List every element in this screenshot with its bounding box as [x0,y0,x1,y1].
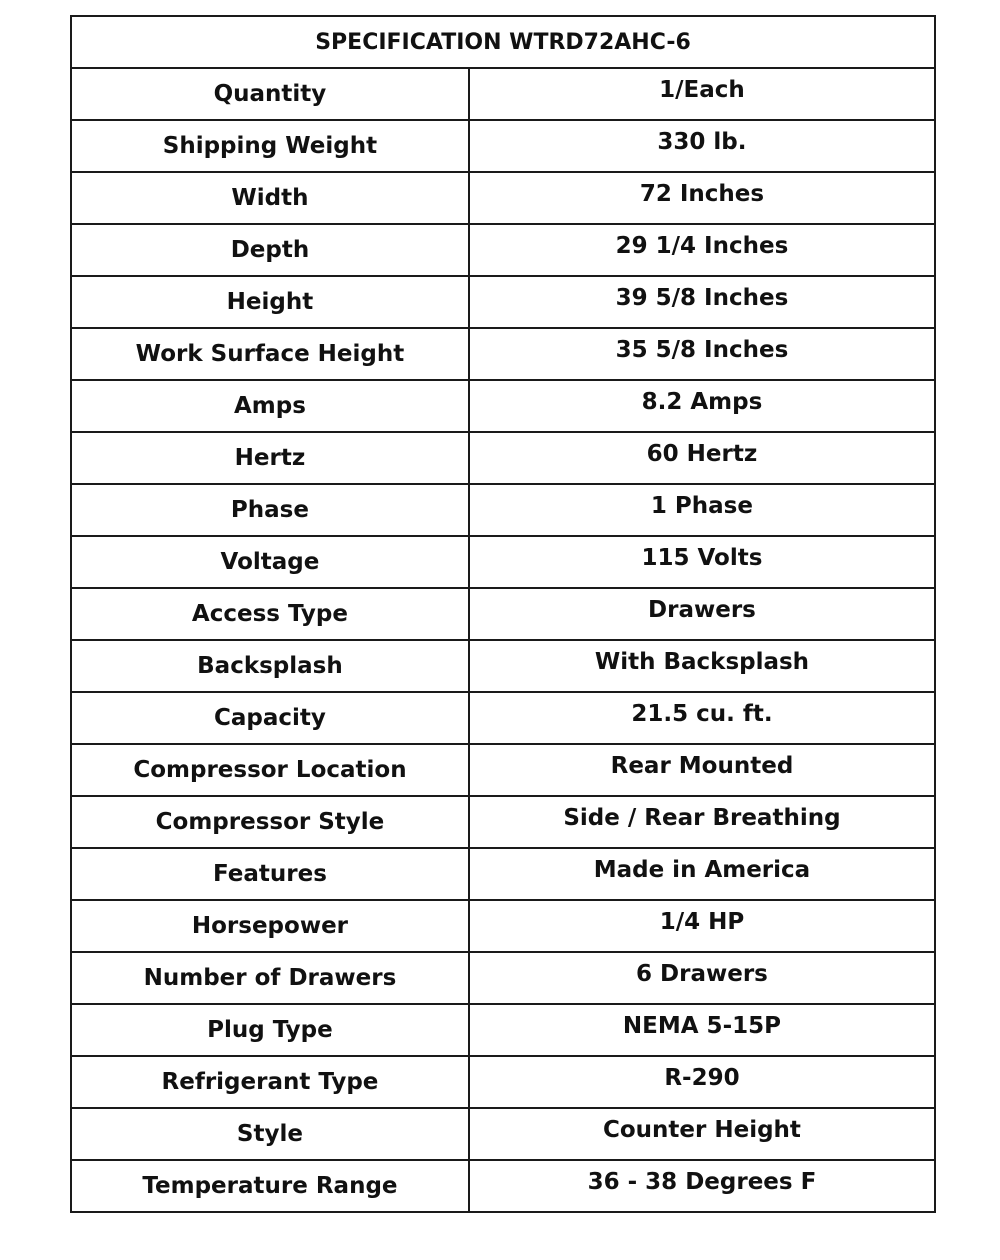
spec-value: 35 5/8 Inches [469,328,935,380]
spec-value: 36 - 38 Degrees F [469,1160,935,1212]
spec-label: Amps [71,380,469,432]
table-row [71,172,935,224]
table-row [71,68,935,120]
spec-value: 21.5 cu. ft. [469,692,935,744]
spec-value: 1/4 HP [469,900,935,952]
spec-label: Compressor Style [71,796,469,848]
spec-value: NEMA 5-15P [469,1004,935,1056]
table-row [71,536,935,588]
table-row [71,224,935,276]
table-row [71,432,935,484]
spec-label: Access Type [71,588,469,640]
spec-value: Made in America [469,848,935,900]
spec-rows [71,68,935,1212]
table-title: SPECIFICATION WTRD72AHC-6 [71,16,935,68]
table-row [71,380,935,432]
spec-label: Compressor Location [71,744,469,796]
spec-label: Quantity [71,68,469,120]
table-row [71,484,935,536]
spec-label: Number of Drawers [71,952,469,1004]
table-header-row [71,16,935,68]
spec-label: Horsepower [71,900,469,952]
spec-value: 60 Hertz [469,432,935,484]
spec-label: Features [71,848,469,900]
spec-label: Width [71,172,469,224]
spec-label: Voltage [71,536,469,588]
spec-value: With Backsplash [469,640,935,692]
spec-value: 39 5/8 Inches [469,276,935,328]
table-row [71,744,935,796]
spec-value: 1 Phase [469,484,935,536]
spec-label: Refrigerant Type [71,1056,469,1108]
table-row [71,796,935,848]
table-row [71,640,935,692]
spec-label: Depth [71,224,469,276]
table-row [71,276,935,328]
table-row [71,692,935,744]
table-row [71,1160,935,1212]
spec-value: 330 lb. [469,120,935,172]
table-row [71,1108,935,1160]
table-row [71,328,935,380]
table-row [71,848,935,900]
spec-value: Side / Rear Breathing [469,796,935,848]
table-row [71,1056,935,1108]
spec-label: Plug Type [71,1004,469,1056]
spec-value: 29 1/4 Inches [469,224,935,276]
table-row [71,1004,935,1056]
table-row [71,952,935,1004]
spec-label: Temperature Range [71,1160,469,1212]
spec-label: Style [71,1108,469,1160]
spec-value: R-290 [469,1056,935,1108]
spec-label: Phase [71,484,469,536]
spec-value: 1/Each [469,68,935,120]
spec-label: Work Surface Height [71,328,469,380]
spec-value: 8.2 Amps [469,380,935,432]
spec-value: Rear Mounted [469,744,935,796]
table-row [71,588,935,640]
spec-label: Height [71,276,469,328]
spec-value: Drawers [469,588,935,640]
spec-label: Hertz [71,432,469,484]
specification-table [70,15,936,1213]
spec-value: 115 Volts [469,536,935,588]
table-row [71,900,935,952]
spec-value: 72 Inches [469,172,935,224]
spec-value: Counter Height [469,1108,935,1160]
spec-label: Capacity [71,692,469,744]
table-row [71,120,935,172]
spec-value: 6 Drawers [469,952,935,1004]
spec-label: Backsplash [71,640,469,692]
spec-label: Shipping Weight [71,120,469,172]
